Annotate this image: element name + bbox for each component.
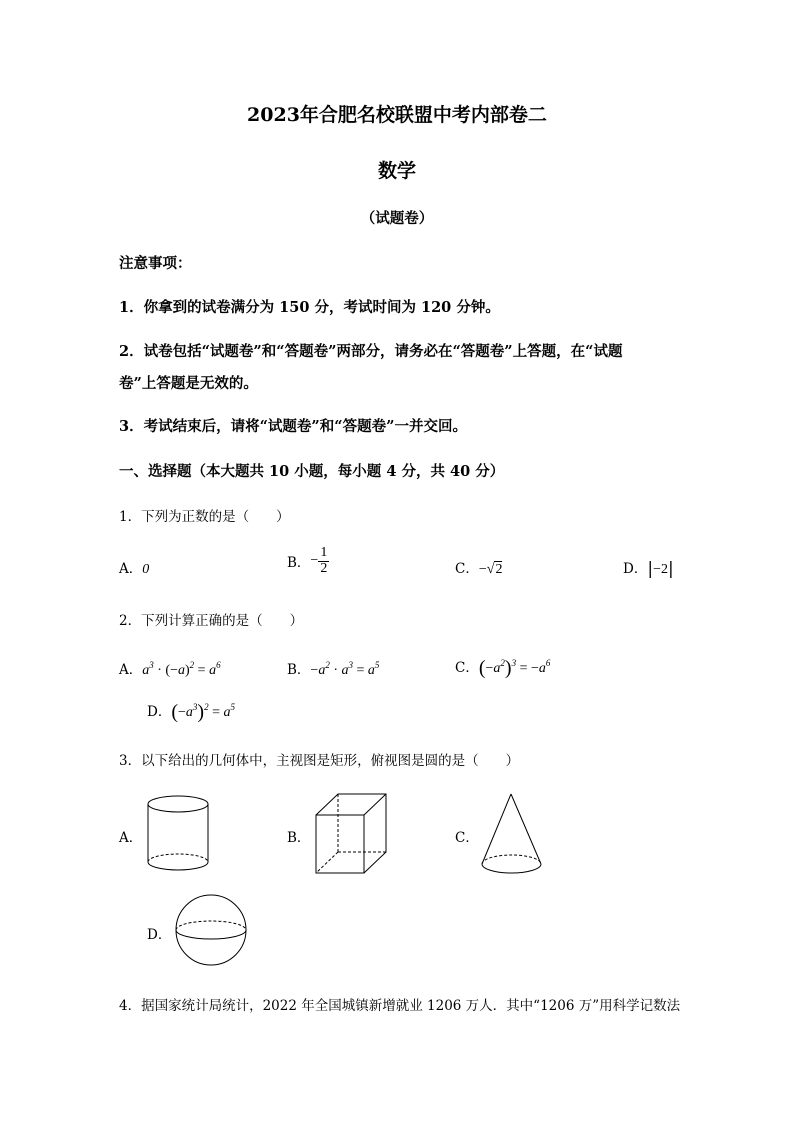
option-label: B． [287,662,311,678]
notice-item-2-line-1: 2．试卷包括“试题卷”和“答题卷”两部分，请务必在“答题卷”上答题，在“试题 [119,343,623,360]
formula: $a^3 \cdot (-a)^2 = a^6$ [142,660,221,678]
option-label: B． [287,555,311,572]
cylinder-icon [146,795,211,875]
q1-option-d [623,557,674,579]
q1-option-c [455,557,502,578]
minus-sign: − [478,562,487,577]
q2-option-b [287,658,379,679]
radical-sign: √ [486,562,495,577]
numerator: 1 [320,545,328,560]
q2-option-a [119,658,221,679]
q1-option-b [287,546,329,576]
option-label: A． [119,662,143,678]
q3-option-c-label: C． [455,830,479,846]
option-label: A． [119,561,143,577]
section-heading: 一、选择题（本大题共 10 小题，每小题 4 分，共 40 分） [119,463,505,480]
option-value: −2 [653,562,668,577]
option-label: D． [147,704,172,720]
question-2-stem: 2．下列计算正确的是（ ） [119,613,304,629]
q2-option-c [455,656,550,680]
q3-option-a-label: A． [119,830,143,846]
q3-option-d-label: D． [147,927,172,943]
formula: $-a^2 \cdot a^3 = a^5$ [310,660,380,678]
sphere-icon [174,893,248,967]
option-label: D． [623,561,648,577]
q3-option-b-label: B． [287,830,311,846]
page-title: 2023年合肥名校联盟中考内部卷二 [247,104,547,126]
abs-bar: | [647,559,654,579]
denominator: 2 [320,560,328,576]
formula: $(-a^2)^3 = -a^6$ [478,657,551,679]
notice-heading: 注意事项： [119,255,192,272]
formula: $(-a^3)^2 = a^5$ [171,701,235,723]
q2-option-d [147,700,235,724]
option-label: C． [455,660,479,676]
subject-title: 数学 [377,160,416,182]
paper-subtitle: （试题卷） [360,210,434,227]
radicand: 2 [495,562,503,577]
notice-item-2-line-2: 卷”上答题是无效的。 [119,375,258,392]
notice-item-1: 1．你拿到的试卷满分为 150 分，考试时间为 120 分钟。 [119,299,500,316]
option-label: C． [455,561,479,577]
abs-bar: | [667,559,674,579]
question-4-stem: 4．据国家统计局统计，2022 年全国城镇新增就业 1206 万人．其中“1206 万”用科学记数法 [119,998,681,1014]
minus-sign: − [310,553,319,569]
q1-option-a [119,557,149,578]
option-value: 0 [142,562,150,577]
cone-icon [480,792,544,878]
question-3-stem: 3．以下给出的几何体中，主视图是矩形，俯视图是圆的是（ ） [119,753,520,769]
fraction [318,546,329,576]
question-1-stem: 1．下列为正数的是（ ） [119,509,290,525]
notice-item-3: 3．考试结束后，请将“试题卷”和“答题卷”一并交回。 [119,418,467,435]
cube-icon [314,792,389,877]
